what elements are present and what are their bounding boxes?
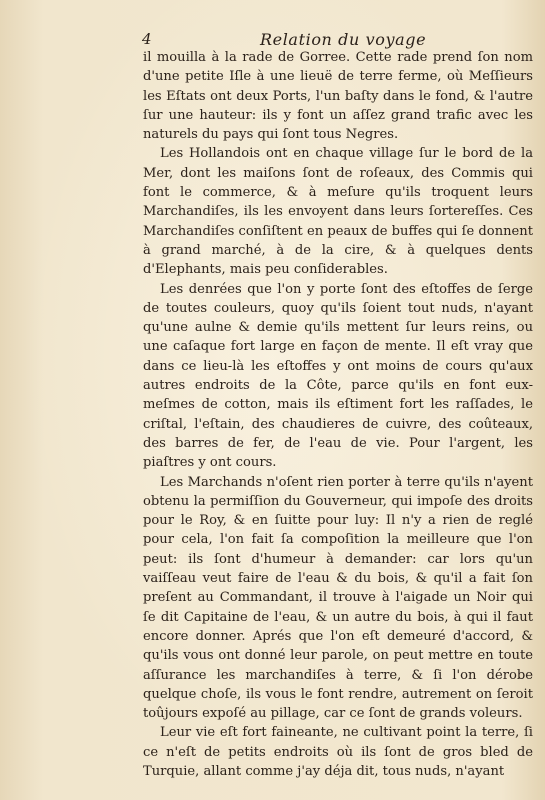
- paragraph: Leur vie eſt fort faineante, ne cultivant point la terre, ſi ce n'eſt de petits endroits où ils ſont de gros bled de Turquie, allant comme j'ay déja dit, tous nuds, n'ayant: [143, 725, 533, 779]
- page-number: 4: [142, 30, 152, 48]
- paragraph: Les Marchands n'oſent rien porter à terre qu'ils n'ayent obtenu la permiſſion du Gouverneur, qui impoſe des droits pour le Roy, & en ſuitte pour luy: Il n'y a rien de reglé pour cela, l'on fait ſa compoſition la meilleure que l'on peut: ils ſont d'humeur à demander: car lors qu'un vaiſſeau veut faire de l'eau & du bois, & qu'il a fait ſon preſent au Commandant, il trouve à l'aigade un Noir qui ſe dit Capitaine de l'eau, & un autre du bois, à qui il faut encore donner. Aprés que l'on eſt demeuré d'accord, & qu'ils vous ont donné leur parole, on peut mettre en toute aſſurance les marchandiſes à terre, & ſi l'on dérobe quelque choſe, ils vous le font rendre, autrement on ſeroit toûjours expoſé au pillage, car ce ſont de grands voleurs.: [143, 474, 533, 722]
- running-title: Relation du voyage: [260, 30, 427, 49]
- paragraph: il mouilla à la rade de Gorree. Cette rade prend ſon nom d'une petite Iſle à une lieuë de terre ferme, où Meſſieurs les Eſtats ont deux Ports, l'un baſty dans le fond, & l'autre ſur une hauteur: ils y font un aſſez grand trafic avec les naturels du pays qui ſont tous Negres.: [143, 50, 533, 143]
- page-header: [0, 30, 545, 50]
- paragraph: Les denrées que l'on y porte ſont des eſtoffes de ſerge de toutes couleurs, quoy qu'ils ſoient tout nuds, n'ayant qu'une aulne & demie qu'ils mettent ſur leurs reins, ou une caſaque fort large en façon de mente. Il eſt vray que dans ce lieu-là les eſtoffes y ont moins de cours qu'aux autres endroits de la Côte, parce qu'ils en font eux-meſmes de cotton, mais ils eſtiment fort les raſſades, le criſtal, l'eſtain, des chaudieres de cuivre, des coûteaux, des barres de fer, de l'eau de vie. Pour l'argent, les piaſtres y ont cours.: [143, 281, 533, 471]
- paragraph: Les Hollandois ont en chaque village ſur le bord de la Mer, dont les maiſons ſont de roſeaux, des Commis qui font le commerce, & à meſure qu'ils troquent leurs Marchandiſes, ils les envoyent dans leurs ſortereſſes. Ces Marchandiſes conſiſtent en peaux de buffes qui ſe donnent à grand marché, à de la cire, & à quelques dents d'Elephants, mais peu conſiderables.: [143, 146, 533, 278]
- body-text: [143, 48, 533, 781]
